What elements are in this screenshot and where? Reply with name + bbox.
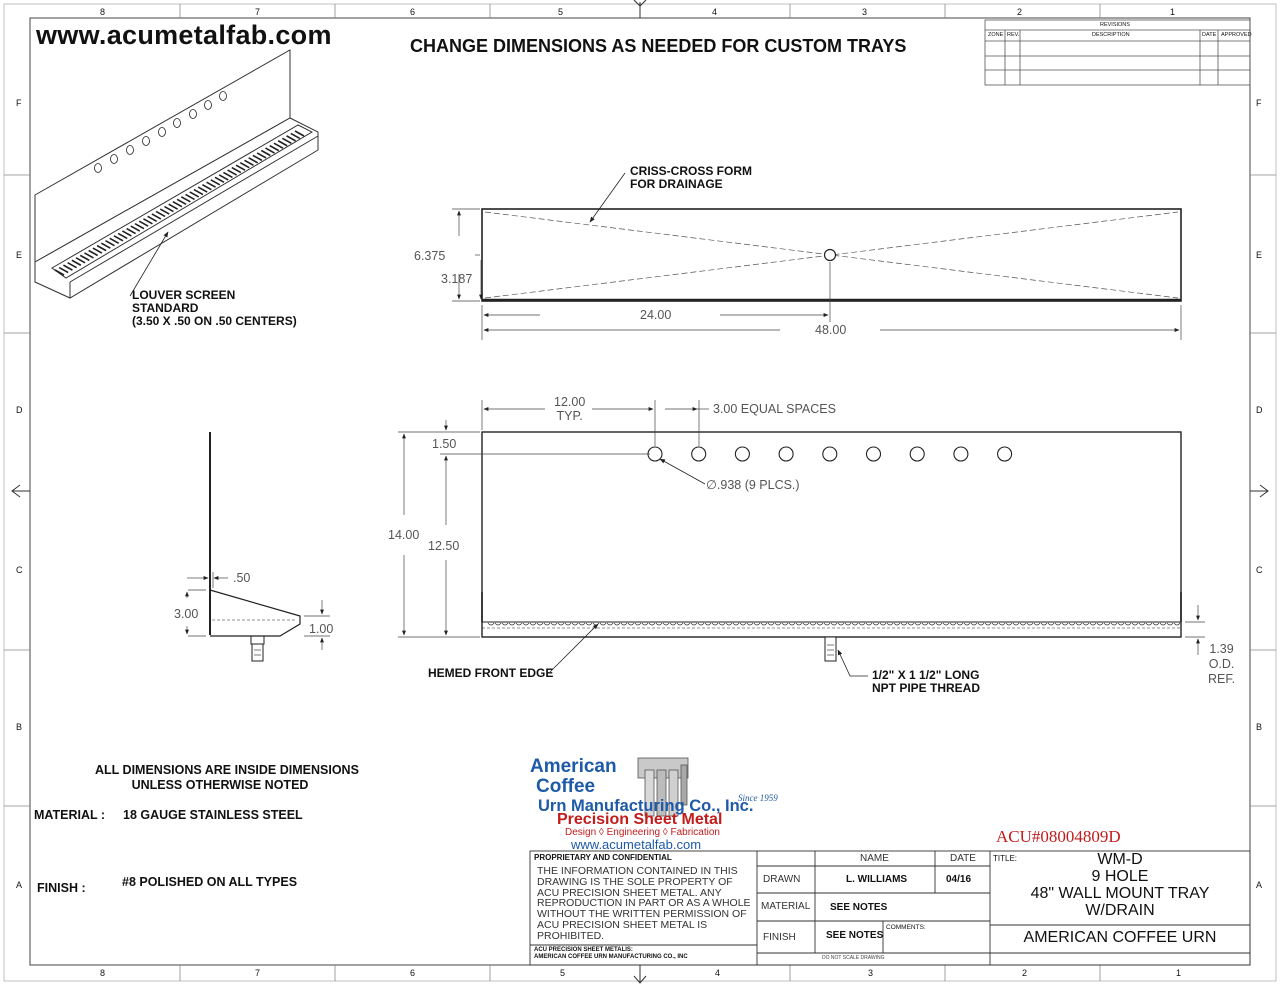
crisscross-leader	[590, 173, 625, 222]
row-label: C	[16, 565, 23, 575]
dim-top-mid: 24.00	[640, 308, 672, 322]
col-date: DATE	[950, 853, 976, 864]
louver-edge-mark	[754, 623, 760, 625]
column-label: 3	[862, 7, 868, 17]
proprietary-title: PROPRIETARY AND CONFIDENTIAL	[534, 853, 672, 862]
louver-edge-mark	[614, 623, 620, 625]
louver-edge-mark	[740, 623, 746, 625]
dim-top-half: 3.187	[441, 272, 473, 286]
louver-edge-mark	[1041, 623, 1047, 625]
crisscross-callout: CRISS-CROSS FORM FOR DRAINAGE	[630, 164, 753, 191]
logo-since: Since 1959	[738, 793, 778, 803]
louver-edge-mark	[635, 623, 641, 625]
tap-hole	[735, 447, 749, 461]
dim-typ: 12.00 TYP.	[554, 395, 586, 423]
louver-edge-mark	[845, 623, 851, 625]
louver-edge-mark	[537, 623, 543, 625]
logo-tagline: Design ◊ Engineering ◊ Fabrication	[565, 827, 720, 838]
louver-edge-mark	[656, 623, 662, 625]
rev-col-approved: APPROVED	[1221, 32, 1252, 38]
column-label: 5	[560, 968, 566, 978]
louver-edge-mark	[1174, 623, 1180, 625]
louver-edge-mark	[677, 623, 683, 625]
louver-edge-mark	[1083, 623, 1089, 625]
louver-edge-mark	[530, 623, 536, 625]
louver-edge-mark	[488, 623, 494, 625]
louver-edge-mark	[1104, 623, 1110, 625]
louver-edge-mark	[558, 623, 564, 625]
louver-edge-mark	[607, 623, 613, 625]
louver-edge-mark	[831, 623, 837, 625]
louver-edge-mark	[593, 623, 599, 625]
column-label: 8	[100, 7, 106, 17]
louver-edge-mark	[838, 623, 844, 625]
hemmed-leader	[550, 624, 598, 672]
louver-edge-mark	[1048, 623, 1054, 625]
dim-front-total: 14.00	[388, 528, 420, 542]
louver-edge-mark	[1055, 623, 1061, 625]
louver-edge-mark	[936, 623, 942, 625]
louver-edge-mark	[978, 623, 984, 625]
louver-edge-mark	[908, 623, 914, 625]
row-label: A	[1256, 880, 1263, 890]
row-label: F	[1256, 98, 1262, 108]
row-label: F	[16, 98, 22, 108]
tap-hole	[648, 447, 662, 461]
louver-edge-mark	[579, 623, 585, 625]
pipe-leader	[838, 650, 868, 676]
louver-edge-mark	[922, 623, 928, 625]
louver-edge-mark	[873, 623, 879, 625]
louver-edge-mark	[1020, 623, 1026, 625]
column-label: 5	[558, 7, 564, 17]
louver-edge-mark	[992, 623, 998, 625]
louver-edge-mark	[971, 623, 977, 625]
rev-col-date: DATE	[1202, 32, 1217, 38]
louver-edge-mark	[789, 623, 795, 625]
louver-edge-mark	[915, 623, 921, 625]
title-footer: ACU PRECISION SHEET METALIS: AMERICAN COFFEE URN MANUFACTURING CO., INC	[534, 947, 688, 960]
finish-label: FINISH :	[37, 881, 86, 895]
front-view	[482, 432, 1181, 661]
louver-edge-mark	[684, 623, 690, 625]
louver-edge-mark	[516, 623, 522, 625]
louver-edge-mark	[670, 623, 676, 625]
column-label: 7	[255, 968, 261, 978]
louver-edge-mark	[1125, 623, 1131, 625]
drawing-heading: CHANGE DIMENSIONS AS NEEDED FOR CUSTOM TRAYS	[410, 36, 907, 56]
louver-edge-mark	[1118, 623, 1124, 625]
row-label: E	[16, 250, 23, 260]
material-label: MATERIAL :	[34, 808, 106, 822]
column-label: 4	[715, 968, 721, 978]
dim-side-height: 1.00	[309, 622, 334, 636]
hemmed-callout: HEMED FRONT EDGE	[428, 666, 554, 680]
louver-edge-mark	[999, 623, 1005, 625]
dim-side-depth: 3.00	[174, 607, 199, 621]
louver-edge-mark	[691, 623, 697, 625]
column-label: 1	[1170, 7, 1176, 17]
col-name: NAME	[860, 853, 889, 864]
louver-edge-mark	[572, 623, 578, 625]
tap-hole	[998, 447, 1012, 461]
column-label: 2	[1017, 7, 1023, 17]
row-label: B	[1256, 722, 1263, 732]
column-label: 2	[1022, 968, 1028, 978]
column-label: 3	[868, 968, 874, 978]
revisions-table	[985, 20, 1250, 85]
louver-edge-mark	[782, 623, 788, 625]
tap-hole	[823, 447, 837, 461]
louver-edge-mark	[600, 623, 606, 625]
louver-edge-mark	[726, 623, 732, 625]
row-label: D	[16, 405, 23, 415]
louver-edge-mark	[1006, 623, 1012, 625]
louver-edge-mark	[887, 623, 893, 625]
dim-side-lip: .50	[233, 571, 251, 585]
louver-edge-mark	[943, 623, 949, 625]
tb-finish-value: SEE NOTES	[826, 930, 884, 941]
rev-col-zone: ZONE	[988, 32, 1004, 38]
company-name: AMERICAN COFFEE URN	[1023, 929, 1217, 946]
louver-edge-mark	[1097, 623, 1103, 625]
louver-edge-mark	[775, 623, 781, 625]
louver-edge-mark	[985, 623, 991, 625]
louver-edge-mark	[1090, 623, 1096, 625]
hole-callout: ∅.938 (9 PLCS.)	[706, 478, 800, 492]
louver-edge-mark	[628, 623, 634, 625]
louver-edge-mark	[824, 623, 830, 625]
louver-edge-mark	[1160, 623, 1166, 625]
rev-col-description: DESCRIPTION	[1092, 32, 1130, 38]
louver-edge-mark	[1153, 623, 1159, 625]
louver-edge-mark	[621, 623, 627, 625]
front-view-dimensions	[398, 400, 1205, 655]
logo-precision: Precision Sheet Metal	[557, 811, 723, 828]
comments-label: COMMENTS:	[886, 924, 926, 931]
louver-edge-mark	[698, 623, 704, 625]
website-url[interactable]: www.acumetalfab.com	[36, 20, 332, 50]
louver-edge-mark	[544, 623, 550, 625]
logo-url[interactable]: www.acumetalfab.com	[571, 837, 702, 852]
column-label: 4	[712, 7, 718, 17]
louver-edge-mark	[810, 623, 816, 625]
louver-edge-mark	[957, 623, 963, 625]
dim-top-length: 48.00	[815, 323, 847, 337]
revisions-title: REVISIONS	[1100, 22, 1130, 28]
column-label: 1	[1176, 968, 1182, 978]
side-view	[210, 432, 300, 661]
proprietary-text: THE INFORMATION CONTAINED IN THIS DRAWING IS THE SOLE PROPERTY OF ACU PRECISION SHEET METAL. ANY REPRODUCTION IN PART OR AS A WHOLE WITHOUT THE WRITTEN PERMISSION OF ACU PRECISION SHEET METAL IS PROHIBITED.	[537, 865, 751, 942]
louver-edge-mark	[1076, 623, 1082, 625]
louver-edge-mark	[747, 623, 753, 625]
logo-american: American	[530, 756, 617, 777]
rev-col-rev: REV.	[1007, 32, 1020, 38]
drawn-label: DRAWN	[763, 874, 801, 885]
louver-edge-mark	[1027, 623, 1033, 625]
tap-hole	[692, 447, 706, 461]
louver-edge-mark	[1111, 623, 1117, 625]
tb-material-label: MATERIAL	[761, 901, 811, 912]
row-label: A	[16, 880, 23, 890]
louver-edge-mark	[1034, 623, 1040, 625]
louver-edge-mark	[852, 623, 858, 625]
pipe-callout: 1/2" X 1 1/2" LONG NPT PIPE THREAD	[872, 668, 981, 695]
tap-hole	[779, 447, 793, 461]
equal-spaces-callout: 3.00 EQUAL SPACES	[713, 402, 836, 416]
louver-edge-mark	[495, 623, 501, 625]
louver-edge-mark	[523, 623, 529, 625]
louver-edge-mark	[796, 623, 802, 625]
tb-finish-label: FINISH	[763, 932, 796, 943]
row-label: B	[16, 722, 23, 732]
isometric-view	[35, 50, 318, 298]
logo-company: Urn Manufacturing Co., Inc.	[538, 797, 754, 815]
louver-edge-mark	[859, 623, 865, 625]
top-view-dimensions	[452, 209, 1181, 340]
od-callout: 1.39 O.D. REF.	[1208, 642, 1236, 686]
louver-edge-mark	[1062, 623, 1068, 625]
column-label: 6	[410, 7, 416, 17]
louver-edge-mark	[866, 623, 872, 625]
louver-edge-mark	[1146, 623, 1152, 625]
no-scale-note: DO NOT SCALE DRAWING	[822, 955, 885, 961]
drawing-title: WM-D 9 HOLE 48" WALL MOUNT TRAY W/DRAIN	[1030, 851, 1210, 919]
row-label: D	[1256, 405, 1263, 415]
louver-edge-mark	[705, 623, 711, 625]
louver-edge-mark	[1139, 623, 1145, 625]
louver-edge-mark	[719, 623, 725, 625]
louver-edge-mark	[817, 623, 823, 625]
drawn-name: L. WILLIAMS	[846, 874, 908, 885]
top-view	[482, 209, 1181, 301]
louver-edge-mark	[509, 623, 515, 625]
louver-edge-mark	[1167, 623, 1173, 625]
material-value: 18 GAUGE STAINLESS STEEL	[123, 808, 303, 822]
louver-edge-mark	[964, 623, 970, 625]
louver-edge-mark	[880, 623, 886, 625]
column-label: 7	[255, 7, 261, 17]
title-label: TITLE:	[993, 854, 1018, 863]
louver-edge-mark	[929, 623, 935, 625]
louver-callout: LOUVER SCREEN STANDARD (3.50 X .50 ON .50 CENTERS)	[132, 288, 297, 328]
louver-edge-mark	[803, 623, 809, 625]
dim-front-to-holes: 12.50	[428, 539, 460, 553]
logo-coffee: Coffee	[536, 776, 596, 797]
louver-edge-mark	[551, 623, 557, 625]
dim-top-height: 6.375	[414, 249, 446, 263]
column-label: 6	[410, 968, 416, 978]
louver-edge-mark	[565, 623, 571, 625]
louver-edge-mark	[649, 623, 655, 625]
louver-edge-mark	[894, 623, 900, 625]
louver-edge-mark	[950, 623, 956, 625]
row-label: C	[1256, 565, 1263, 575]
side-view-dimensions	[187, 572, 330, 650]
louver-edge-mark	[768, 623, 774, 625]
front-louver-edge	[488, 623, 1180, 625]
louver-edge-mark	[586, 623, 592, 625]
hole-leader	[660, 459, 705, 484]
louver-edge-mark	[642, 623, 648, 625]
finish-value: #8 POLISHED ON ALL TYPES	[122, 875, 298, 889]
louver-edge-mark	[733, 623, 739, 625]
part-number: ACU#08004809D	[996, 827, 1121, 846]
column-label: 8	[100, 968, 106, 978]
louver-edge-mark	[1013, 623, 1019, 625]
inside-dimensions-note: ALL DIMENSIONS ARE INSIDE DIMENSIONS UNLESS OTHERWISE NOTED	[95, 763, 359, 792]
louver-edge-mark	[761, 623, 767, 625]
tap-holes	[648, 447, 1012, 461]
louver-edge-mark	[712, 623, 718, 625]
dim-hole-offset: 1.50	[432, 437, 457, 451]
tap-hole	[954, 447, 968, 461]
tap-hole	[910, 447, 924, 461]
louver-edge-mark	[1132, 623, 1138, 625]
row-label: E	[1256, 250, 1263, 260]
tap-hole	[867, 447, 881, 461]
louver-edge-mark	[502, 623, 508, 625]
louver-edge-mark	[663, 623, 669, 625]
louver-edge-mark	[901, 623, 907, 625]
drawn-date: 04/16	[946, 874, 972, 885]
tb-material-value: SEE NOTES	[830, 902, 888, 913]
louver-edge-mark	[1069, 623, 1075, 625]
